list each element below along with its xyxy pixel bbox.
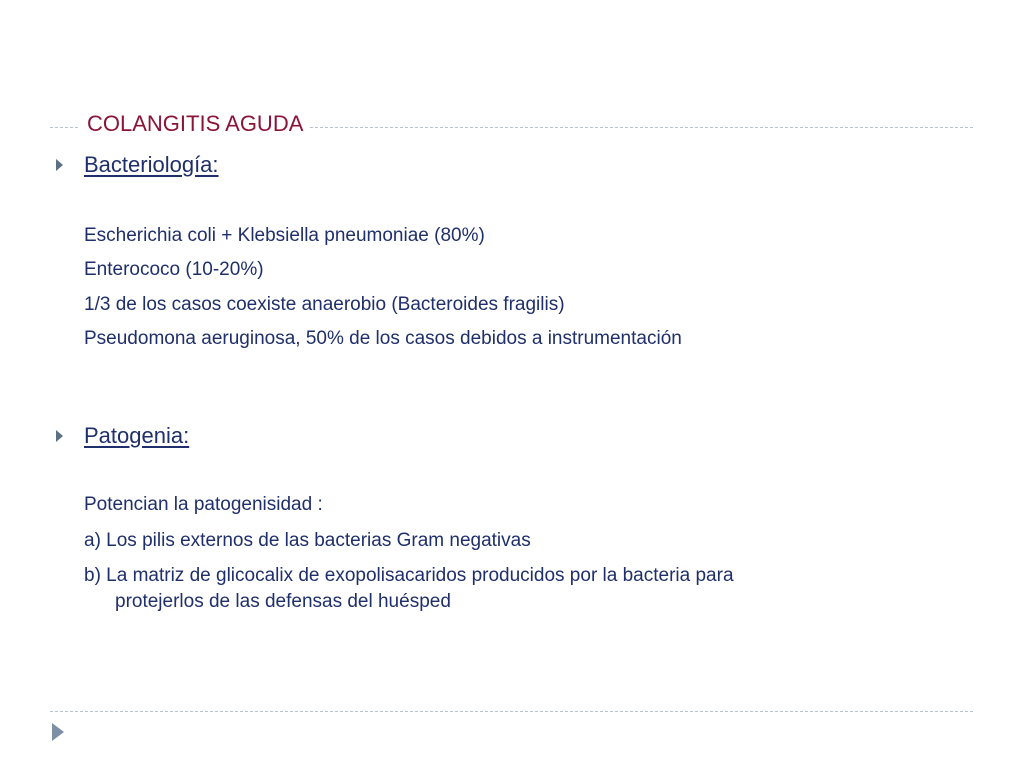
next-slide-arrow-icon[interactable]: [52, 723, 64, 741]
section-bacteriologia: [56, 150, 219, 180]
triangle-bullet-icon: [56, 159, 63, 171]
list-item-continuation: protejerlos de las defensas del huésped: [115, 591, 451, 612]
triangle-bullet-icon: [56, 430, 63, 442]
list-item: Potencian la patogenisidad :: [84, 494, 323, 515]
list-item-line: b) La matriz de glicocalix de exopolisacaridos producidos por la bacteria para: [84, 565, 734, 586]
section-patogenia: [56, 421, 189, 451]
list-item: a) Los pilis externos de las bacterias Gram negativas: [84, 530, 531, 551]
section-heading: Patogenia:: [84, 423, 190, 448]
section-heading: Bacteriología:: [84, 152, 219, 177]
slide-title: COLANGITIS AGUDA: [80, 108, 310, 140]
footer-divider: [50, 711, 973, 712]
list-item: 1/3 de los casos coexiste anaerobio (Bacteroides fragilis): [84, 294, 565, 315]
list-item: Escherichia coli + Klebsiella pneumoniae (80%): [84, 225, 485, 246]
list-item: Pseudomona aeruginosa, 50% de los casos debidos a instrumentación: [84, 328, 682, 349]
list-item: Enterococo (10-20%): [84, 259, 264, 280]
list-item-multiline: [84, 563, 964, 615]
